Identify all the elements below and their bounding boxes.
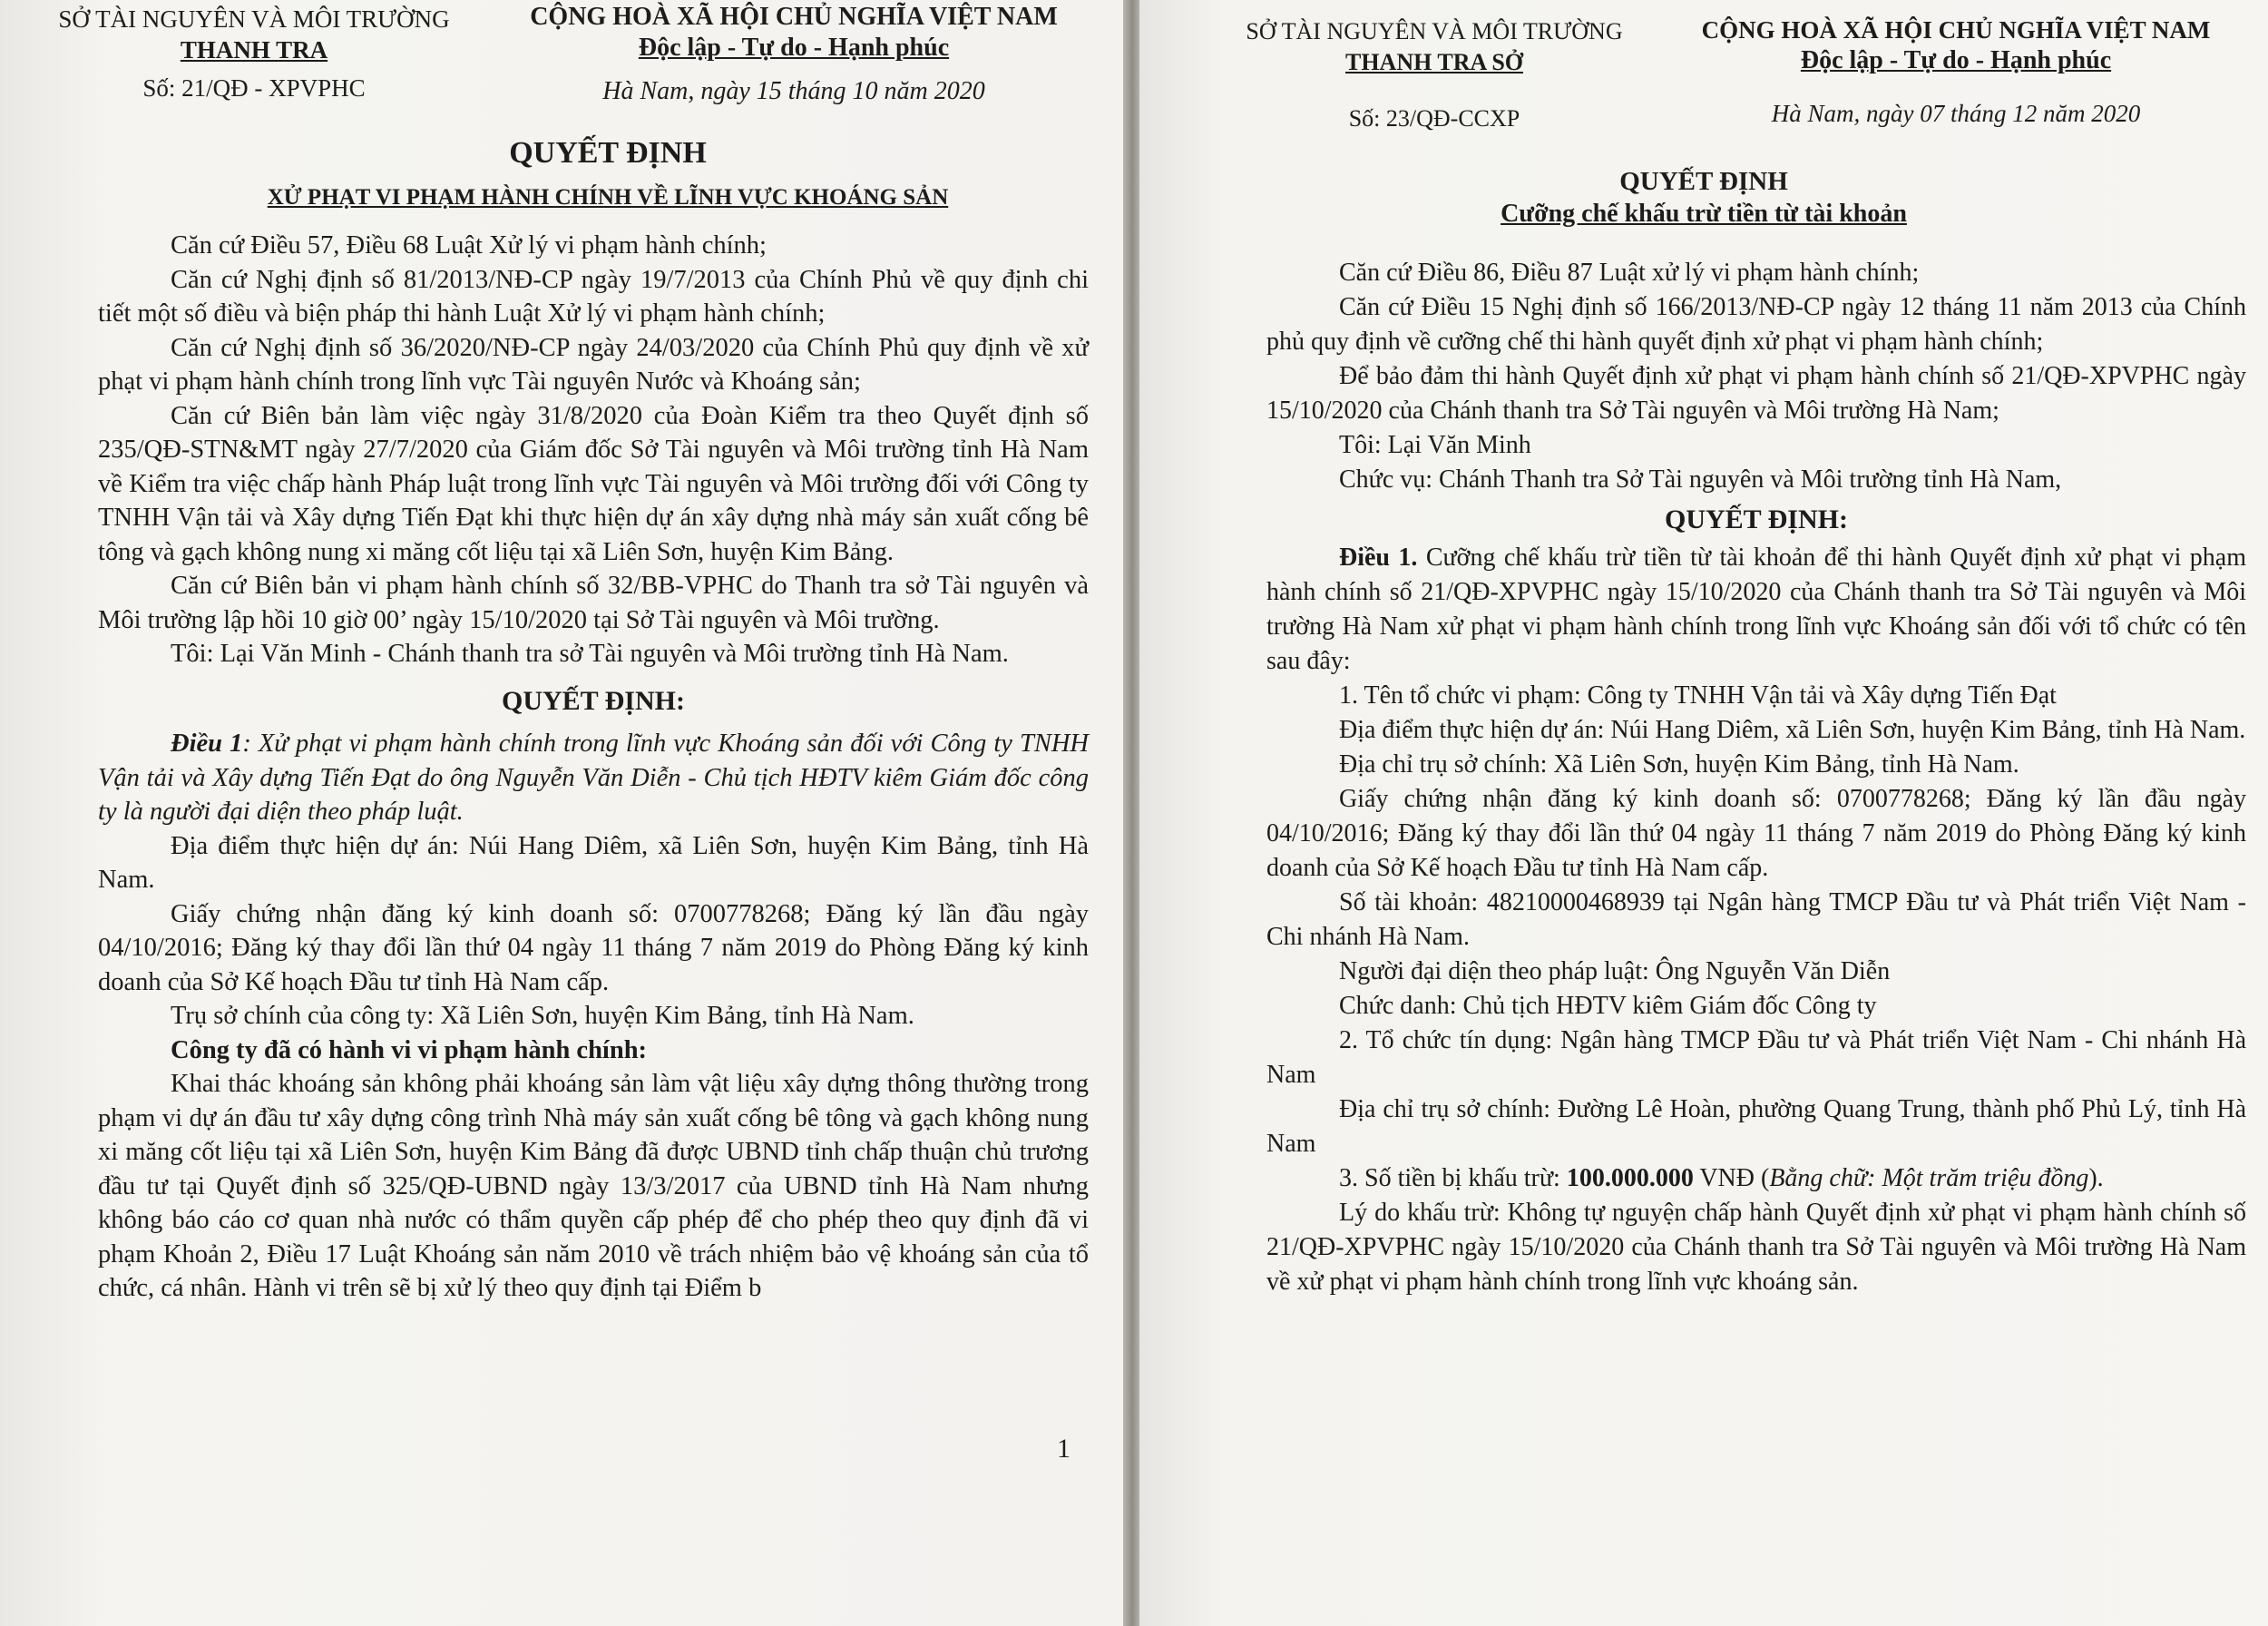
right-bank-account: Số tài khoản: 48210000468939 tại Ngân hàng TMCP Đầu tư và Phát triển Việt Nam - Chi nhánh Hà Nam. (1266, 888, 2246, 951)
left-basis-3: Căn cứ Nghị định số 36/2020/NĐ-CP ngày 24/03/2020 của Chính Phủ quy định về xử phạt vi phạm hành chính trong lĩnh vực Tài nguyên Nước và Khoáng sản; (98, 333, 1089, 396)
right-document-page (1139, 0, 2268, 1626)
left-page-number: 1 (1057, 1434, 1070, 1464)
right-header-nation-block (1666, 15, 2246, 129)
right-representative-title: Chức danh: Chủ tịch HĐTV kiêm Giám đốc Công ty (1339, 992, 1877, 1020)
right-deduction-amount: 3. Số tiền bị khấu trừ: 100.000.000 VNĐ (Bằng chữ: Một trăm triệu đồng). (1339, 1164, 2104, 1192)
left-motto: Độc lập - Tự do - Hạnh phúc (638, 34, 950, 62)
left-header-agency-block (18, 4, 490, 103)
right-nation: CỘNG HOÀ XÃ HỘI CHỦ NGHĨA VIỆT NAM (1701, 16, 2211, 44)
left-project-location: Địa điểm thực hiện dự án: Núi Hang Diêm, xã Liên Sơn, huyện Kim Bảng, tỉnh Hà Nam. (98, 831, 1089, 894)
left-violation-heading: Công ty đã có hành vi vi phạm hành chính: (171, 1035, 648, 1064)
left-business-license: Giấy chứng nhận đăng ký kinh doanh số: 0700778268; Đăng ký lần đầu ngày 04/10/2016; Đăng ký thay đổi lần thứ 04 ngày 11 tháng 7 năm 2019 do Phòng Đăng ký kinh doanh của Sở Kế hoạch Đầu tư tỉnh Hà Nam cấp. (98, 899, 1089, 996)
right-signer-position: Chức vụ: Chánh Thanh tra Sở Tài nguyên và Môi trường tỉnh Hà Nam, (1339, 465, 2062, 494)
right-subtitle: Cưỡng chế khấu trừ tiền từ tài khoản (1501, 200, 1907, 228)
right-decision-heading: QUYẾT ĐỊNH: (1665, 504, 1848, 534)
left-document-page (0, 0, 1125, 1626)
right-date: Hà Nam, ngày 07 tháng 12 năm 2020 (1771, 100, 2141, 127)
right-header-agency-block (1221, 16, 1647, 134)
right-credit-institution: 2. Tổ chức tín dụng: Ngân hàng TMCP Đầu tư và Phát triển Việt Nam - Chi nhánh Hà Nam (1266, 1026, 2246, 1089)
left-nation: CỘNG HOÀ XÃ HỘI CHỦ NGHĨA VIỆT NAM (530, 3, 1058, 31)
page-gutter (1123, 0, 1141, 1626)
left-date: Hà Nam, ngày 15 tháng 10 năm 2020 (602, 77, 985, 105)
right-basis-3: Để bảo đảm thi hành Quyết định xử phạt vi phạm hành chính số 21/QĐ-XPVPHC ngày 15/10/2020 của Chánh thanh tra Sở Tài nguyên và Môi trường Hà Nam; (1266, 362, 2246, 425)
right-bank-address: Địa chỉ trụ sở chính: Đường Lê Hoàn, phường Quang Trung, thành phố Phủ Lý, tỉnh Hà Nam (1266, 1095, 2246, 1158)
right-business-license: Giấy chứng nhận đăng ký kinh doanh số: 0700778268; Đăng ký lần đầu ngày 04/10/2016; Đăng ký thay đổi lần thứ 04 ngày 11 tháng 7 năm 2019 do Phòng Đăng ký kinh doanh của Sở Kế hoạch Đầu tư tỉnh Hà Nam cấp. (1266, 785, 2246, 882)
right-article-1: Điều 1. Cưỡng chế khấu trừ tiền từ tài khoản để thi hành Quyết định xử phạt vi phạm hành chính số 21/QĐ-XPVPHC ngày 15/10/2020 của Chánh thanh tra Sở Tài nguyên và Môi trường Hà Nam xử phạt vi phạm hành chính trong lĩnh vực Khoáng sản đối với tổ chức có tên sau đây: (1266, 544, 2246, 675)
left-title: QUYẾT ĐỊNH (509, 136, 707, 170)
left-decision-heading: QUYẾT ĐỊNH: (502, 685, 685, 716)
right-decision-number: Số: 23/QĐ-CCXP (1348, 105, 1520, 132)
right-signer-name: Tôi: Lại Văn Minh (1339, 431, 1531, 459)
left-violation-text: Khai thác khoáng sản không phải khoáng sản làm vật liệu xây dựng thông thường trong phạm vi dự án đầu tư xây dựng công trình Nhà máy sản xuất cống bê tông và gạch không nung xi măng cốt liệu tại xã Liên Sơn, huyện Kim Bảng đã được UBND tỉnh chấp thuận chủ trương đầu tư tại Quyết định số 325/QĐ-UBND ngày 13/3/2017 của UBND tỉnh Hà Nam nhưng không báo cáo cơ quan nhà nước có thẩm quyền cấp phép để cho phép theo quy định đã vi phạm Khoản 2, Điều 17 Luật Khoáng sản năm 2010 về trách nhiệm bảo vệ khoáng sản của tổ chức, cá nhân. Hành vi trên sẽ bị xử lý theo quy định tại Điểm b (98, 1070, 1089, 1302)
left-agency: SỞ TÀI NGUYÊN VÀ MÔI TRƯỜNG (58, 5, 450, 33)
right-title: QUYẾT ĐỊNH (1619, 167, 1788, 196)
left-basis-1: Căn cứ Điều 57, Điều 68 Luật Xử lý vi phạm hành chính; (171, 231, 767, 260)
left-basis-4: Căn cứ Biên bản làm việc ngày 31/8/2020 của Đoàn Kiểm tra theo Quyết định số 235/QĐ-STN&MT ngày 27/7/2020 của Giám đốc Sở Tài nguyên và Môi trường tỉnh Hà Nam về Kiểm tra việc chấp hành Pháp luật trong lĩnh vực Tài nguyên và Môi trường đối với Công ty TNHH Vận tải và Xây dựng Tiến Đạt khi thực hiện dự án xây dựng nhà máy sản xuất cống bê tông và gạch không nung xi măng cốt liệu tại xã Liên Sơn, huyện Kim Bảng. (98, 401, 1089, 566)
right-body (1266, 256, 2246, 1299)
left-subtitle: XỬ PHẠT VI PHẠM HÀNH CHÍNH VỀ LĨNH VỰC KHOÁNG SẢN (267, 185, 949, 210)
right-division: THANH TRA SỞ (1344, 49, 1523, 75)
right-agency: SỞ TÀI NGUYÊN VÀ MÔI TRƯỜNG (1246, 18, 1623, 44)
right-org-name: 1. Tên tổ chức vi phạm: Công ty TNHH Vận tải và Xây dựng Tiến Đạt (1339, 681, 2057, 710)
left-headquarters: Trụ sở chính của công ty: Xã Liên Sơn, huyện Kim Bảng, tỉnh Hà Nam. (171, 1002, 914, 1030)
left-signer: Tôi: Lại Văn Minh - Chánh thanh tra sở Tài nguyên và Môi trường tỉnh Hà Nam. (171, 640, 1009, 668)
right-headquarters: Địa chỉ trụ sở chính: Xã Liên Sơn, huyện Kim Bảng, tỉnh Hà Nam. (1339, 750, 2019, 779)
right-basis-1: Căn cứ Điều 86, Điều 87 Luật xử lý vi phạm hành chính; (1339, 259, 1920, 287)
right-basis-2: Căn cứ Điều 15 Nghị định số 166/2013/NĐ-CP ngày 12 tháng 11 năm 2013 của Chính phủ quy định về cưỡng chế thi hành quyết định xử phạt vi phạm hành chính; (1266, 293, 2246, 356)
left-division: THANH TRA (180, 36, 328, 64)
right-deduction-reason: Lý do khấu trừ: Không tự nguyện chấp hành Quyết định xử phạt vi phạm hành chính số 21/QĐ-XPVPHC ngày 15/10/2020 của Chánh thanh tra Sở Tài nguyên và Môi trường Hà Nam về xử phạt vi phạm hành chính trong lĩnh vực khoáng sản. (1266, 1199, 2246, 1296)
right-legal-representative: Người đại diện theo pháp luật: Ông Nguyễn Văn Diễn (1339, 957, 1891, 985)
left-article-1: Điều 1: Xử phạt vi phạm hành chính trong lĩnh vực Khoáng sản đối với Công ty TNHH Vận tải và Xây dựng Tiến Đạt do ông Nguyễn Văn Diễn - Chủ tịch HĐTV kiêm Giám đốc công ty là người đại diện theo pháp luật. (98, 730, 1090, 826)
left-basis-5: Căn cứ Biên bản vi phạm hành chính số 32/BB-VPHC do Thanh tra sở Tài nguyên và Môi trường lập hồi 10 giờ 00’ ngày 15/10/2020 tại Sở Tài nguyên và Môi trường. (98, 572, 1089, 634)
right-project-location: Địa điểm thực hiện dự án: Núi Hang Diêm, xã Liên Sơn, huyện Kim Bảng, tỉnh Hà Nam. (1339, 716, 2246, 744)
left-decision-number: Số: 21/QĐ - XPVPHC (142, 74, 366, 102)
right-motto: Độc lập - Tự do - Hạnh phúc (1800, 46, 2112, 74)
left-header-nation-block (494, 2, 1093, 107)
left-basis-2: Căn cứ Nghị định số 81/2013/NĐ-CP ngày 19/7/2013 của Chính Phủ về quy định chi tiết một số điều và biện pháp thi hành Luật Xử lý vi phạm hành chính; (98, 265, 1089, 328)
left-body (98, 229, 1089, 1306)
